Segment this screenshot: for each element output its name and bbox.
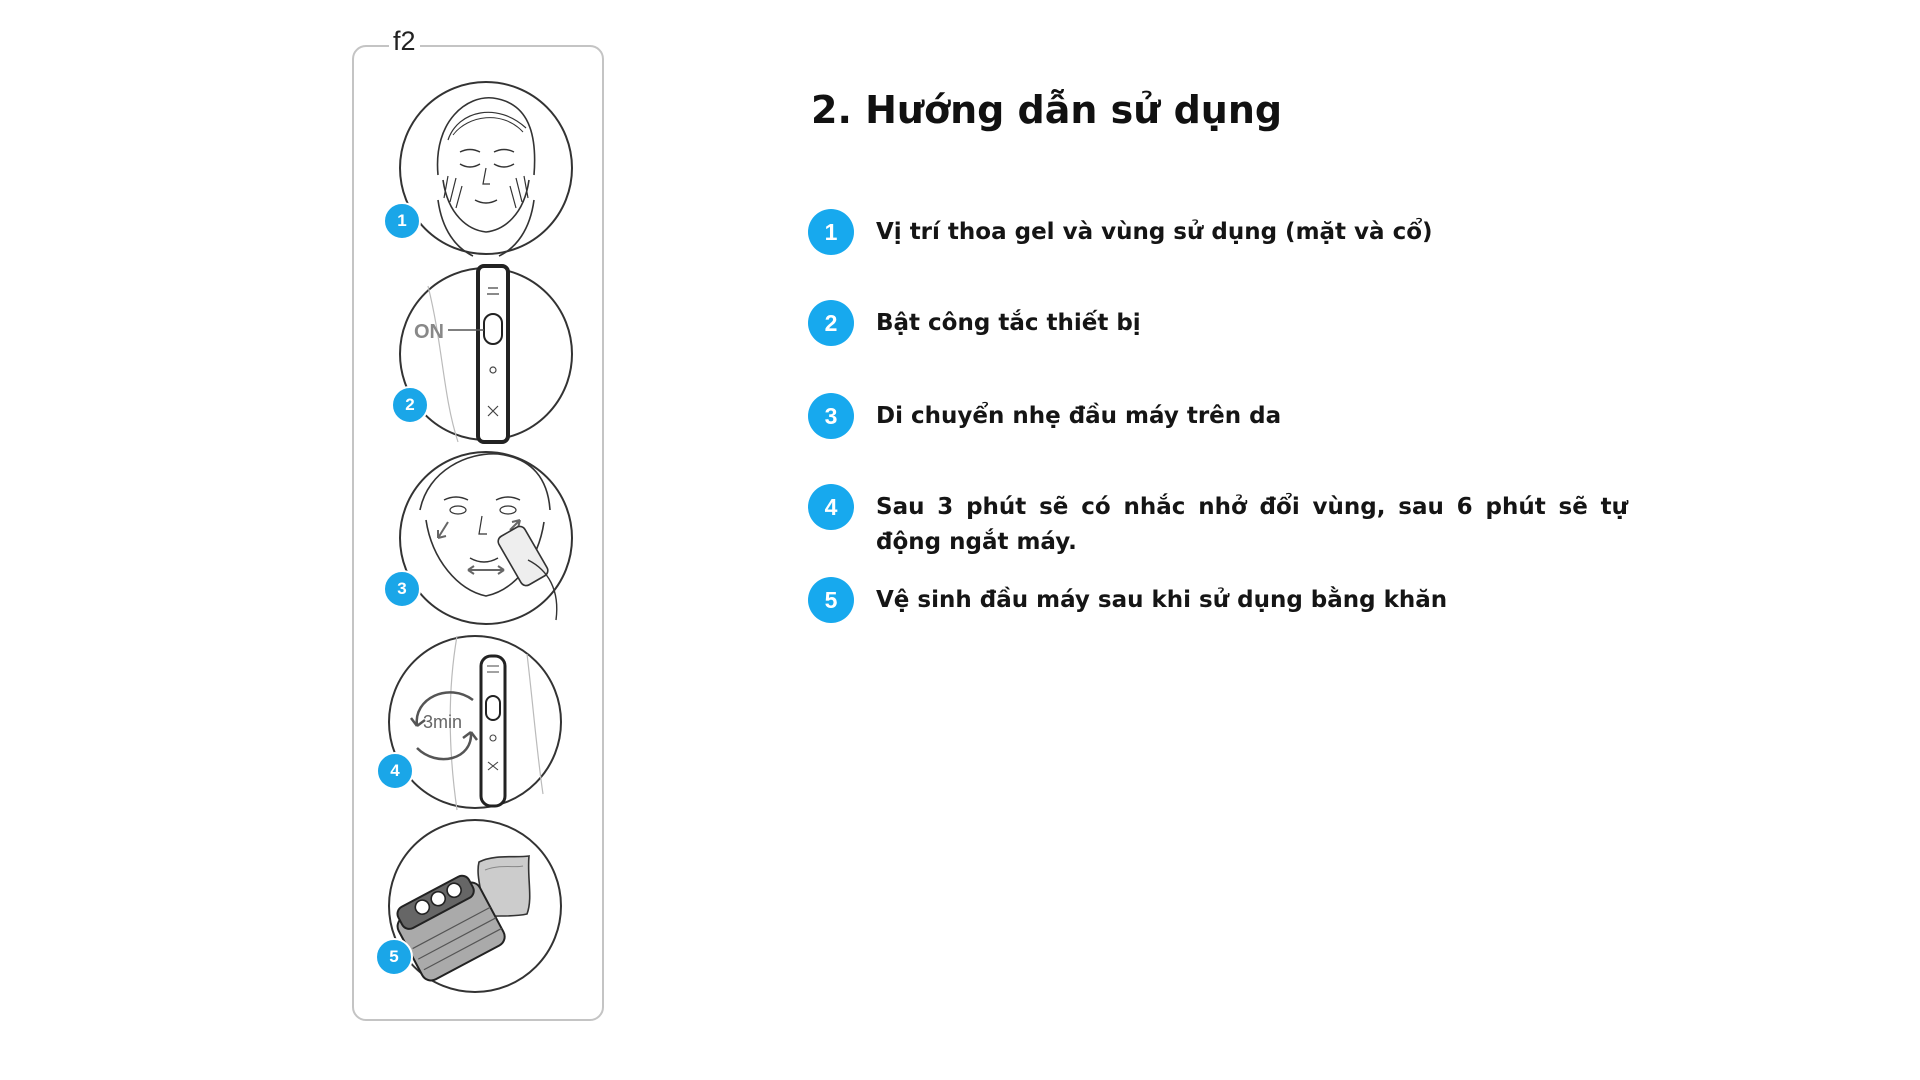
illustration-badge-5: 5	[375, 938, 413, 976]
step-text: Vệ sinh đầu máy sau khi sử dụng bằng khăn	[876, 587, 1448, 613]
illustration-badge-3: 3	[383, 570, 421, 608]
device-cleaning-cloth-icon	[387, 818, 563, 994]
face-with-hands-icon	[398, 80, 574, 256]
page-title: 2. Hướng dẫn sử dụng	[811, 88, 1283, 132]
step-text: Sau 3 phút sẽ có nhắc nhở đổi vùng, sau 6 phút sẽ tự động ngắt máy.	[876, 494, 1628, 555]
step-number-badge: 3	[808, 393, 854, 439]
step-number-badge: 4	[808, 484, 854, 530]
illustration-step-4	[387, 634, 563, 810]
illustration-badge-1: 1	[383, 202, 421, 240]
illustration-step-5	[387, 818, 563, 994]
step-number-badge: 2	[808, 300, 854, 346]
illustration-step-3	[398, 450, 574, 626]
step-number-badge: 1	[808, 209, 854, 255]
face-massage-icon	[398, 450, 574, 626]
step-number-badge: 5	[808, 577, 854, 623]
step-text: Bật công tắc thiết bị	[876, 310, 1141, 336]
step-text: Di chuyển nhẹ đầu máy trên da	[876, 403, 1282, 429]
illustration-badge-4: 4	[376, 752, 414, 790]
illustration-step-1	[398, 80, 574, 256]
timer-3min-icon	[387, 634, 563, 810]
figure-label: f2	[389, 24, 420, 58]
on-label: ON	[414, 321, 444, 343]
timer-label: 3min	[423, 712, 463, 732]
step-text: Vị trí thoa gel và vùng sử dụng (mặt và cổ)	[876, 219, 1433, 245]
illustration-badge-2: 2	[391, 386, 429, 424]
